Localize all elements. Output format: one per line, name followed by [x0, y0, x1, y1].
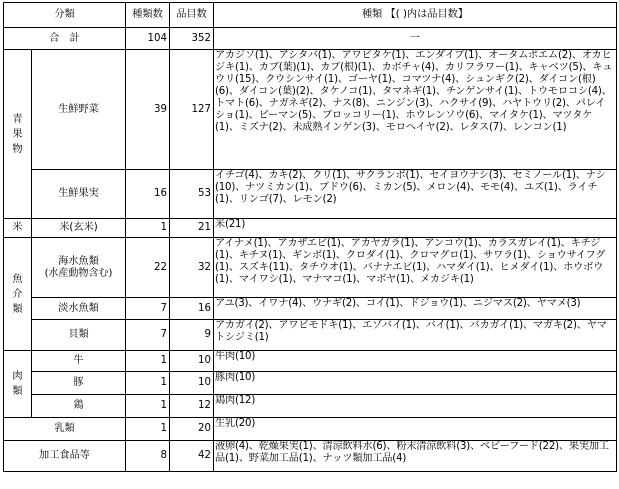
subcategory-name: 貝類: [32, 320, 126, 351]
table-row: [4, 170, 617, 219]
subcategory-name: 鶏: [32, 395, 126, 418]
table-row: [4, 320, 617, 351]
type-detail: アカジソ(1)、アシタバ(1)、アワビタケ(1)、エンダイブ(1)、オータムポエム(2)、オカヒジキ(1)、カブ(葉)(1)、カブ(根)(1)、カボチャ(4)、カリフラワー(1)、キャベツ(5)、キュウリ(15)、クウシンサイ(1)、ゴーヤ(1)、コマツナ(4)、シュンギク(2)、ダイコン(根)(6)、ダイコン(葉)(2)、タケノコ(1)、タマネギ(1)、チンゲンサイ(1)、トウモロコシ(4)、トマト(6)、ナガネギ(2)、ナス(8)、ニンジン(3)、ハクサイ(9)、ハヤトウリ(2)、パレイショ(1)、ピーマン(5)、ブロッコリー(1)、ホウレンソウ(6)、マイタケ(1)、マツタケ(1)、ミズナ(2)、未成熟インゲン(3)、モロヘイヤ(2)、レタス(7)、レンコン(1): [214, 50, 617, 170]
group-label-nyu: 乳類: [4, 418, 126, 441]
group-label-niku: 肉 類: [4, 351, 32, 418]
type-count: 39: [126, 50, 170, 170]
type-count: 7: [126, 298, 170, 320]
type-count: 1: [126, 395, 170, 418]
table-row: [4, 372, 617, 395]
type-count: 1: [126, 418, 170, 441]
subcategory-name: 米(玄米): [32, 219, 126, 238]
total-types: 104: [126, 28, 170, 50]
subcategory-name: 豚: [32, 372, 126, 395]
table-row: [4, 219, 617, 238]
item-count: 9: [170, 320, 214, 351]
subcategory-name: 生鮮果実: [32, 170, 126, 219]
item-count: 12: [170, 395, 214, 418]
type-count: 16: [126, 170, 170, 219]
total-items: 352: [170, 28, 214, 50]
item-count: 32: [170, 238, 214, 298]
group-label-gyokai: 魚 介 類: [4, 238, 32, 351]
item-count: 10: [170, 351, 214, 372]
type-detail: 牛肉(10): [214, 351, 617, 372]
table-row: [4, 418, 617, 441]
total-row: [4, 28, 617, 50]
total-detail: 一: [214, 28, 617, 50]
total-label: 合 計: [4, 28, 126, 50]
group-label-kome: 米: [4, 219, 32, 238]
type-count: 7: [126, 320, 170, 351]
group-label-kako: 加工食品等: [4, 441, 126, 472]
type-detail: 液卵(4)、乾燥果実(1)、清涼飲料水(6)、粉末清涼飲料(3)、ベビーフード(22)、果実加工品(1)、野菜加工品(1)、ナッツ類加工品(4): [214, 441, 617, 472]
header-category: 分類: [4, 3, 126, 28]
type-detail: 豚肉(10): [214, 372, 617, 395]
item-count: 53: [170, 170, 214, 219]
table-row: [4, 351, 617, 372]
type-count: 1: [126, 372, 170, 395]
type-detail: イチゴ(4)、カキ(2)、クリ(1)、サクランボ(1)、セイヨウナシ(3)、セミノール(1)、ナシ(10)、ナツミカン(1)、ブドウ(6)、ミカン(5)、メロン(4)、モモ(4)、ユズ(1)、ライチ(1)、リンゴ(7)、レモン(2): [214, 170, 617, 219]
subcategory-name: 海水魚類 (水産動物含む): [32, 238, 126, 298]
header-row: [4, 3, 617, 28]
type-detail: アカガイ(2)、アワビモドキ(1)、エゾバイ(1)、バイ(1)、バカガイ(1)、マガキ(2)、ヤマトシジミ(1): [214, 320, 617, 351]
subcategory-name: 牛: [32, 351, 126, 372]
table-row: [4, 298, 617, 320]
type-detail: アユ(3)、イワナ(4)、ウナギ(2)、コイ(1)、ドジョウ(1)、ニジマス(2)、ヤマメ(3): [214, 298, 617, 320]
header-types: 種類 【( )内は品目数】: [214, 3, 617, 28]
subcategory-note: (水産動物含む): [44, 267, 113, 279]
item-count: 127: [170, 50, 214, 170]
header-type-count: 種類数: [126, 3, 170, 28]
subcategory-name: 生鮮野菜: [32, 50, 126, 170]
type-detail: アイナメ(1)、アカザエビ(1)、アカヤガラ(1)、アンコウ(1)、カラスガレイ(1)、キチジ(1)、キチヌ(1)、ギンボ(1)、クロダイ(1)、クロマグロ(1)、サワラ(1)、ショウサイフグ(1)、スズキ(11)、タチウオ(1)、バナナエビ(1)、ハマダイ(1)、ヒメダイ(1)、ホウボウ(1)、マイワシ(1)、マナマコ(1)、マボヤ(1)、メカジキ(1): [214, 238, 617, 298]
type-count: 22: [126, 238, 170, 298]
item-count: 21: [170, 219, 214, 238]
type-count: 1: [126, 219, 170, 238]
table-row: [4, 50, 617, 170]
inspection-table: [3, 2, 617, 472]
group-label-seika: 青 果 物: [4, 50, 32, 219]
type-count: 1: [126, 351, 170, 372]
table-row: [4, 441, 617, 472]
item-count: 20: [170, 418, 214, 441]
item-count: 10: [170, 372, 214, 395]
type-detail: 生乳(20): [214, 418, 617, 441]
type-detail: 米(21): [214, 219, 617, 238]
type-count: 8: [126, 441, 170, 472]
table-row: [4, 238, 617, 298]
subcategory-name: 淡水魚類: [32, 298, 126, 320]
type-detail: 鶏肉(12): [214, 395, 617, 418]
header-item-count: 品目数: [170, 3, 214, 28]
item-count: 42: [170, 441, 214, 472]
table-row: [4, 395, 617, 418]
item-count: 16: [170, 298, 214, 320]
